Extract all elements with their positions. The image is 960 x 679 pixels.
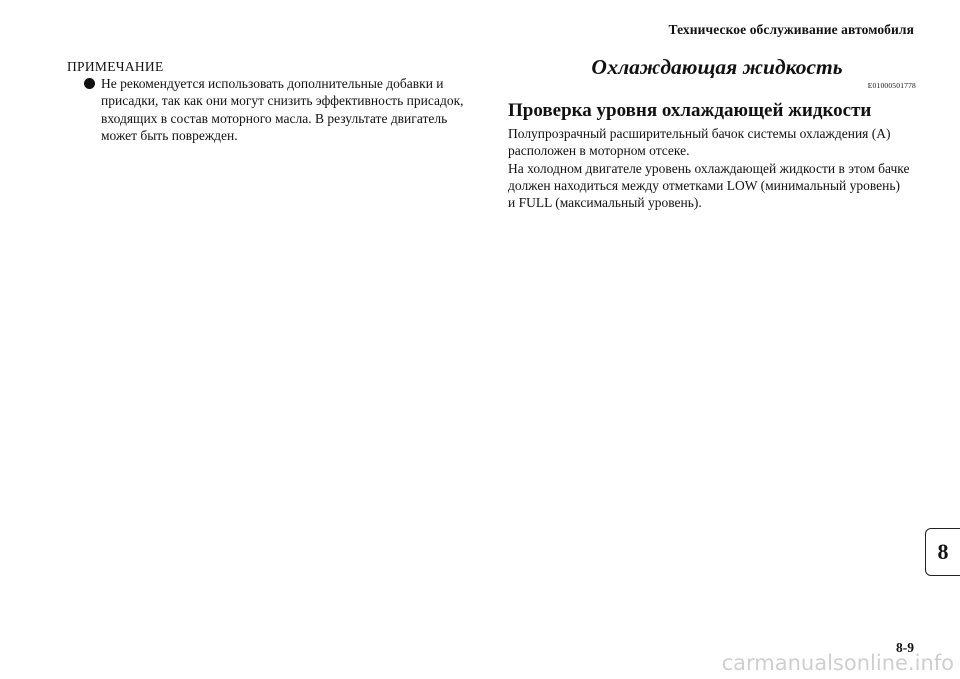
note-heading: ПРИМЕЧАНИЕ [67,59,164,74]
subsection-title: Проверка уровня охлаждающей жидкости [508,100,872,121]
coolant-section [508,54,916,211]
note-block [67,58,477,144]
document-code: E01000501778 [867,81,916,90]
note-line: присадки, так как они могут снизить эффективность присадок, [101,93,464,109]
body-line: должен находиться между отметками LOW (минимальный уровень) [508,177,901,193]
body-line: На холодном двигателе уровень охлаждающей жидкости в этом бачке [508,160,910,176]
chapter-tab [925,528,960,576]
section-body [508,125,916,211]
note-line: входящих в состав моторного масла. В результате двигатель [101,110,448,126]
bullet-icon [84,78,95,89]
note-list-item [67,75,477,144]
section-title: Охлаждающая жидкость [591,55,843,79]
chapter-tab-number: 8 [937,539,949,564]
body-line: расположен в моторном отсеке. [508,143,690,159]
watermark: carmanualsonline.info [721,651,954,675]
running-header: Техническое обслуживание автомобиля [668,22,914,37]
body-line: и FULL (максимальный уровень). [508,195,702,211]
note-line: может быть поврежден. [101,127,238,143]
body-line: Полупрозрачный расширительный бачок системы охлаждения (A) [508,126,891,141]
page-number: 8-9 [896,640,914,655]
note-line: Не рекомендуется использовать дополнительные добавки и [101,76,444,91]
